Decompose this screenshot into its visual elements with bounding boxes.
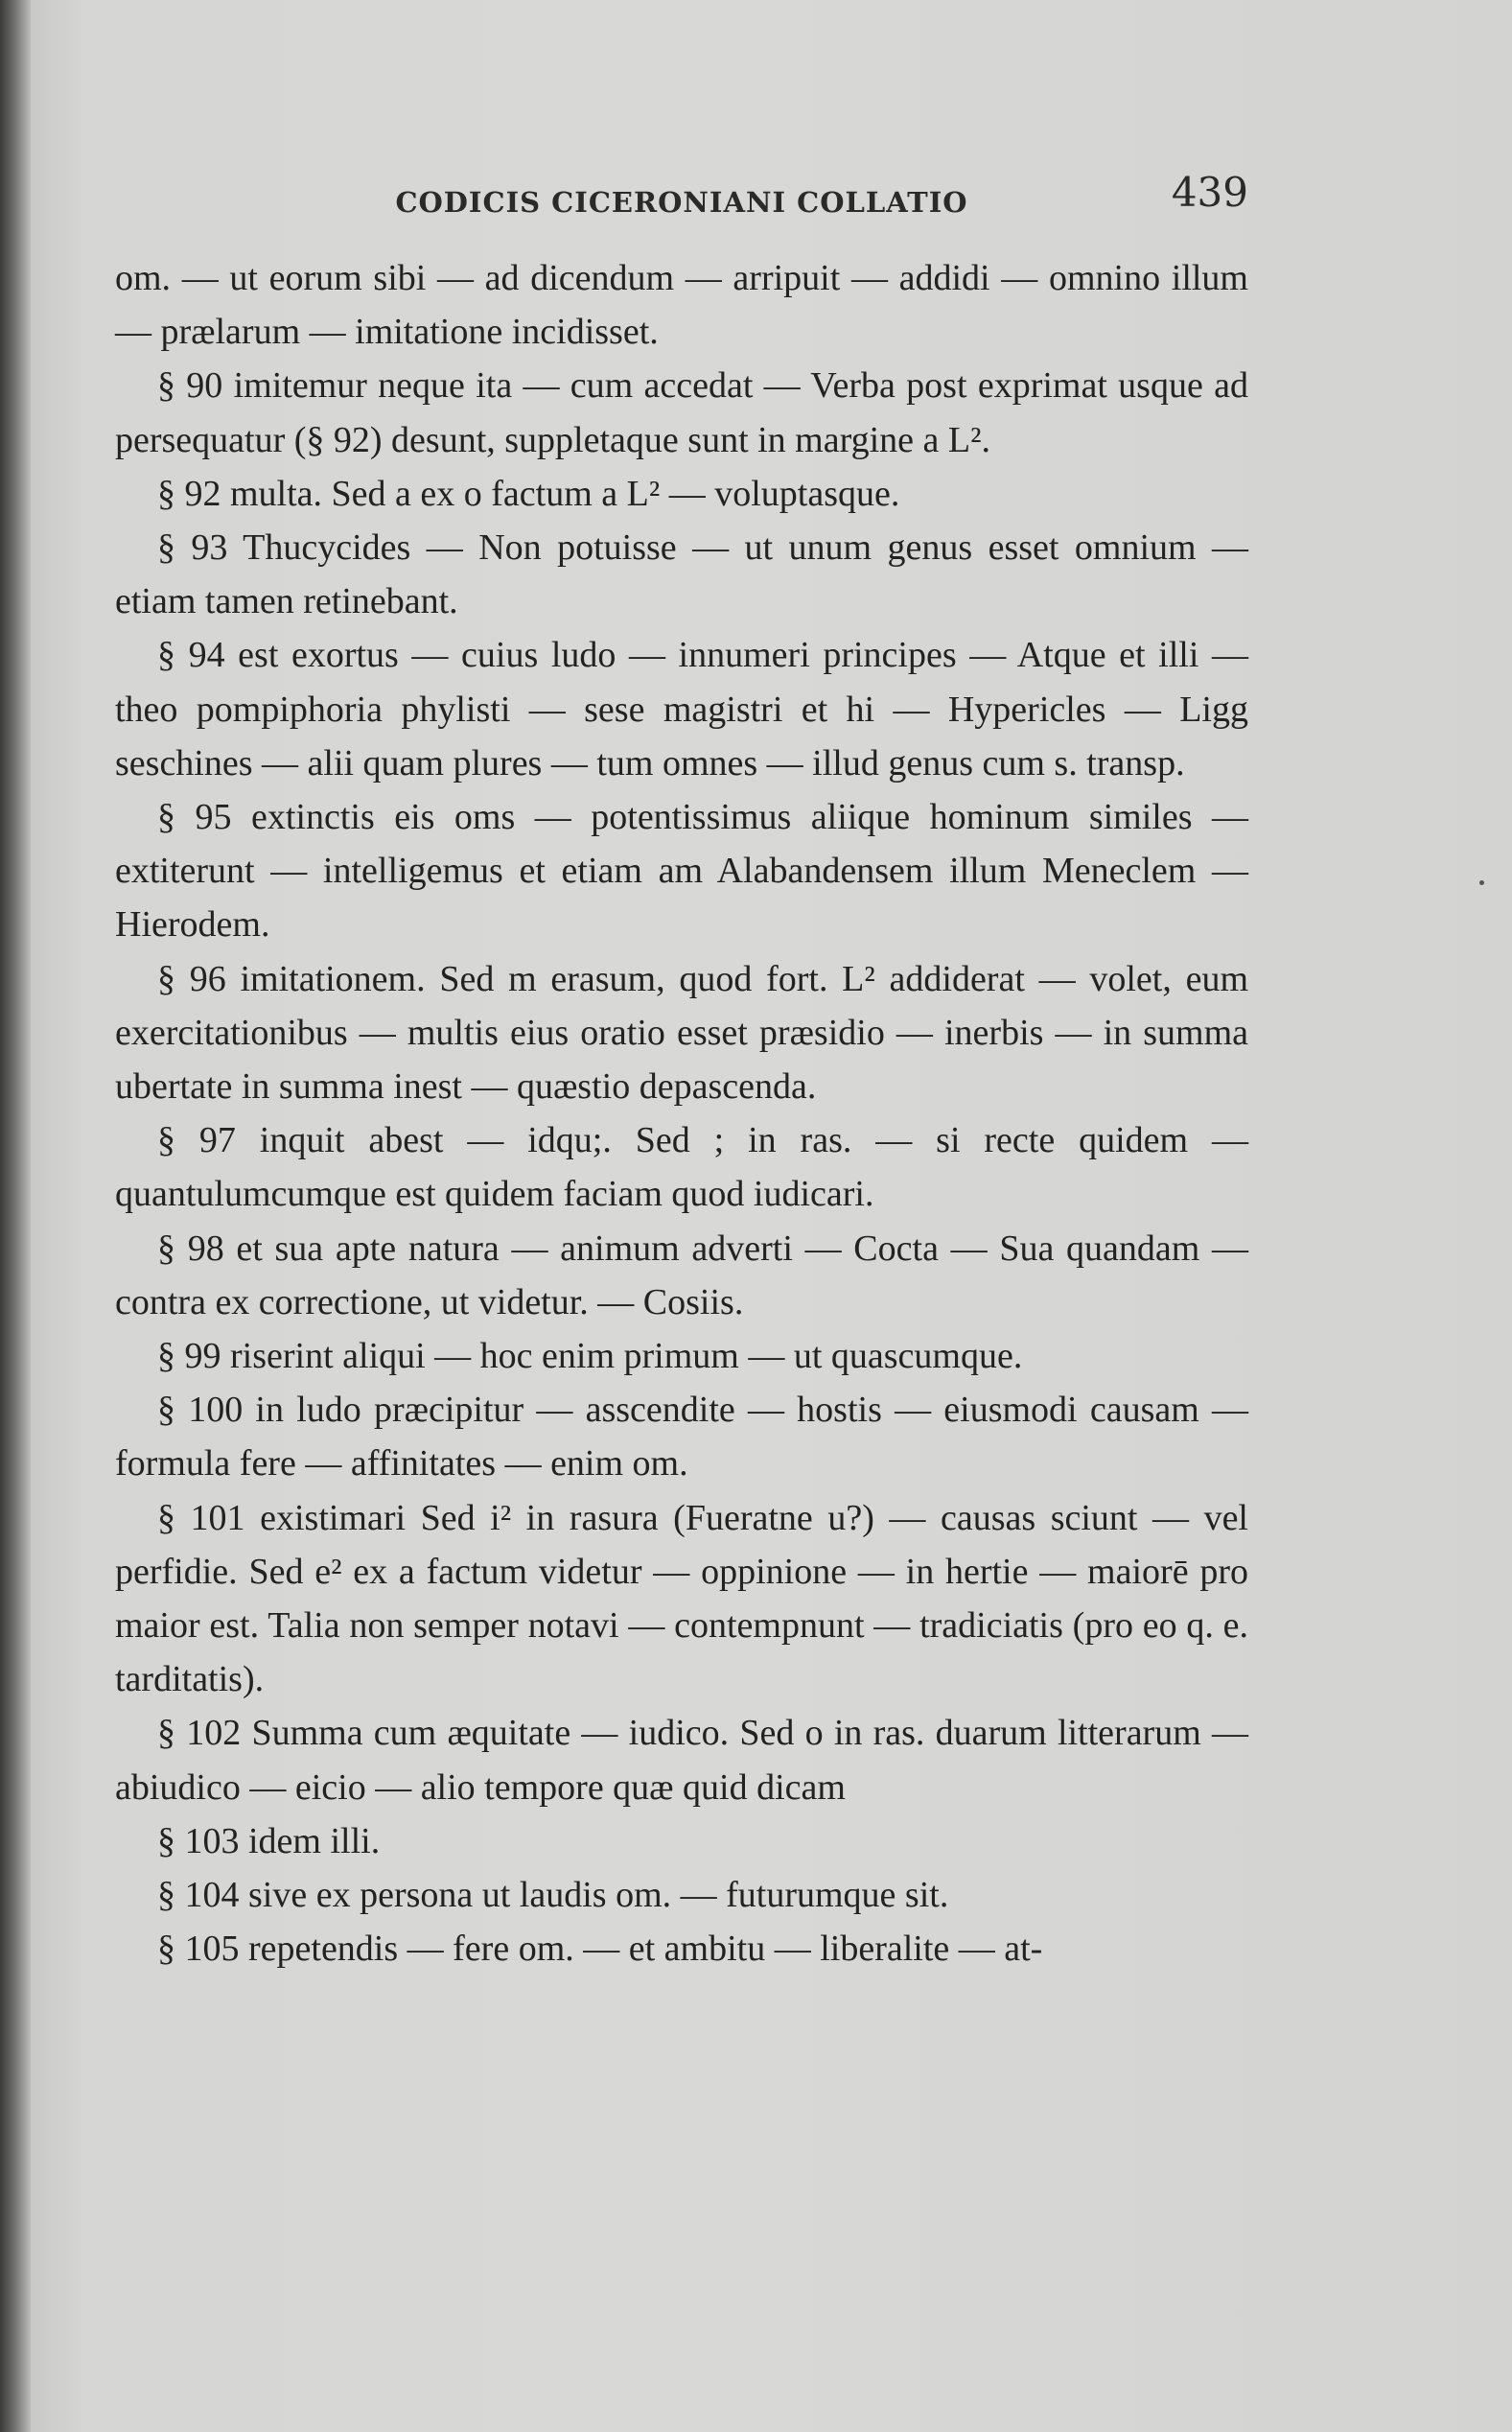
page-number: 439: [1171, 169, 1248, 216]
paragraph-section-98: § 98 et sua apte natura — animum adverti — Cocta — Sua quandam — contra ex correctione, ut videtur. — Cosiis.: [115, 1228, 1248, 1322]
paragraph-section-92: § 92 multa. Sed a ex o factum a L² — voluptasque.: [157, 473, 900, 514]
paragraph-section-95: § 95 extinctis eis oms — potentissimus aliique hominum similes — extiterunt — intelligemus et etiam am Alabandensem illum Meneclem — Hierodem.: [115, 797, 1248, 946]
page-header: [115, 169, 1248, 226]
paragraph-section-99: § 99 riserint aliqui — hoc enim primum — ut quascumque.: [157, 1336, 1023, 1377]
paragraph-section-90: § 90 imitemur neque ita — cum accedat — Verba post exprimat usque ad persequatur (§ 92) desunt, suppletaque sunt in margine a L².: [115, 365, 1248, 460]
paragraph-section-94: § 94 est exortus — cuius ludo — innumeri principes — Atque et illi — theo pompiphoria phylisti — sese magistri et hi — Hypericles — Ligg seschines — alii quam plures — tum omnes — illud genus cum s. transp.: [115, 635, 1248, 783]
collation-text: [115, 251, 1248, 1976]
paragraph-section-101: § 101 existimari Sed i² in rasura (Fueratne u?) — causas sciunt — vel perfidie. Sed e² ex a factum videtur — oppinione — in hertie — maiorē pro maior est. Talia non semper notavi — contempnunt — tradiciatis (pro eo q. e. tarditatis).: [115, 1497, 1248, 1700]
paragraph-section-104: § 104 sive ex persona ut laudis om. — futurumque sit.: [157, 1875, 949, 1916]
paragraph-continuation: om. — ut eorum sibi — ad dicendum — arripuit — addidi — omnino illum — prælarum — imitatione incidisset.: [115, 258, 1248, 353]
paragraph-section-96: § 96 imitationem. Sed m erasum, quod fort. L² addiderat — volet, eum exercitationibus — multis eius oratio esset præsidio — inerbis — in summa ubertate in summa inest — quæstio depascenda.: [115, 958, 1248, 1108]
paragraph-section-97: § 97 inquit abest — idqu;. Sed ; in ras. — si recte quidem — quantulumcumque est quidem faciam quod iudicari.: [115, 1120, 1248, 1215]
dust-speck: [1479, 880, 1484, 885]
paragraph-section-93: § 93 Thucycides — Non potuisse — ut unum genus esset omnium — etiam tamen retinebant.: [115, 527, 1248, 622]
paragraph-section-105: § 105 repetendis — fere om. — et ambitu — liberalite — at-: [157, 1929, 1043, 1970]
paragraph-section-103: § 103 idem illi.: [157, 1820, 381, 1861]
book-spine-shadow: [0, 0, 31, 2432]
running-title: CODICIS CICERONIANI COLLATIO: [395, 186, 968, 219]
paragraph-section-102: § 102 Summa cum æquitate — iudico. Sed o in ras. duarum litterarum — abiudico — eicio — alio tempore quæ quid dicam: [115, 1713, 1248, 1808]
paragraph-section-100: § 100 in ludo præcipitur — asscendite — hostis — eiusmodi causam — formula fere — affinitates — enim om.: [115, 1390, 1248, 1485]
book-page: [31, 0, 1512, 2432]
